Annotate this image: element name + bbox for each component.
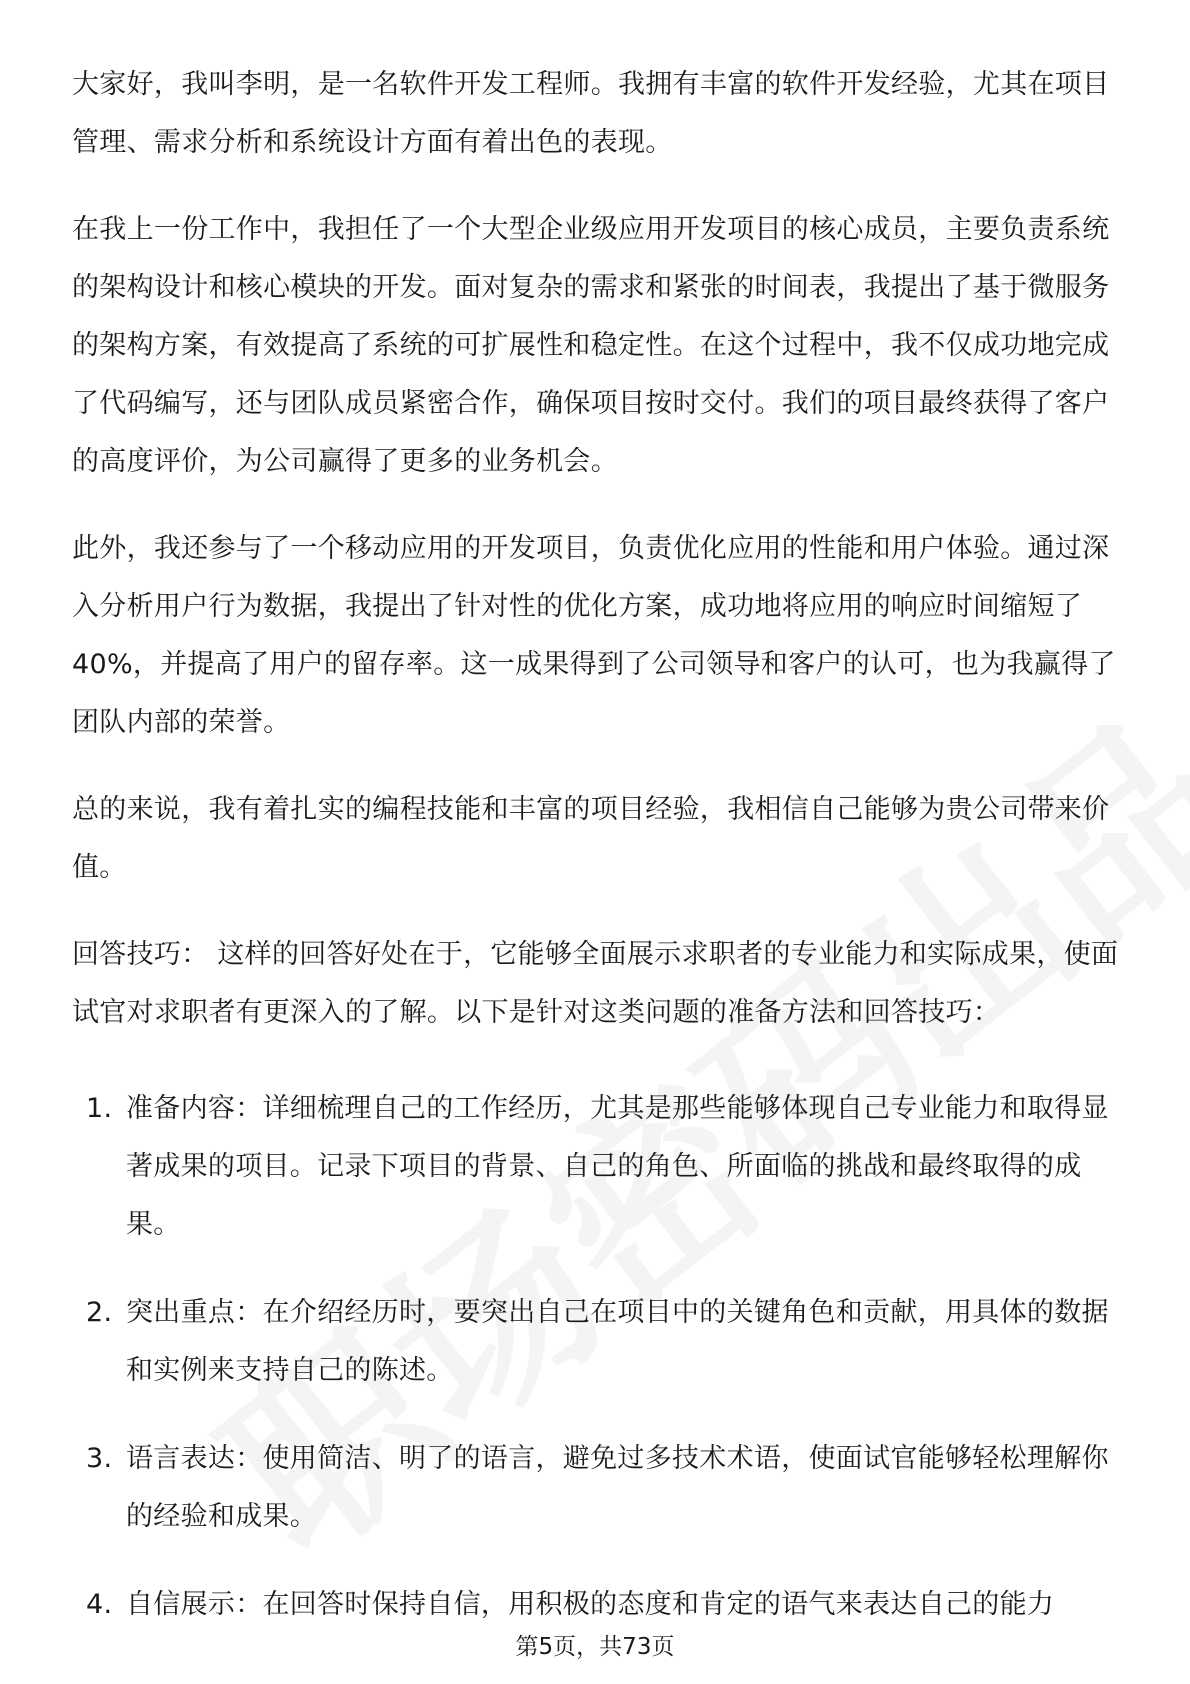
tips-list <box>72 1080 1120 1634</box>
paragraph-tip-intro: 回答技巧： 这样的回答好处在于，它能够全面展示求职者的专业能力和实际成果，使面试官对求职者有更深入的了解。以下是针对这类问题的准备方法和回答技巧： <box>72 939 1119 1028</box>
list-number: 3. <box>86 1443 113 1474</box>
page-number-footer: 第5页，共73页 <box>515 1634 675 1660</box>
list-item-text: 自信展示：在回答时保持自信，用积极的态度和肯定的语气来表达自己的能力 <box>126 1589 1055 1620</box>
paragraph-mobile-project: 此外，我还参与了一个移动应用的开发项目，负责优化应用的性能和用户体验。通过深入分析用户行为数据，我提出了针对性的优化方案，成功地将应用的响应时间缩短了40%，并提高了用户的留存率。这一成果得到了公司领导和客户的认可，也为我赢得了团队内部的荣誉。 <box>72 533 1116 738</box>
list-item-text: 准备内容：详细梳理自己的工作经历，尤其是那些能够体现自己专业能力和取得显著成果的项目。记录下项目的背景、自己的角色、所面临的挑战和最终取得的成果。 <box>126 1093 1109 1240</box>
list-number: 4. <box>86 1589 113 1620</box>
list-item-text: 语言表达：使用简洁、明了的语言，避免过多技术术语，使面试官能够轻松理解你的经验和成果。 <box>126 1443 1109 1532</box>
paragraph-summary: 总的来说，我有着扎实的编程技能和丰富的项目经验，我相信自己能够为贵公司带来价值。 <box>72 794 1110 883</box>
paragraph-intro: 大家好，我叫李明，是一名软件开发工程师。我拥有丰富的软件开发经验，尤其在项目管理、需求分析和系统设计方面有着出色的表现。 <box>72 69 1110 158</box>
list-item <box>72 1576 1120 1634</box>
list-item <box>72 1430 1120 1546</box>
list-item-text: 突出重点：在介绍经历时，要突出自己在项目中的关键角色和贡献，用具体的数据和实例来支持自己的陈述。 <box>126 1297 1109 1386</box>
paragraph-previous-job: 在我上一份工作中，我担任了一个大型企业级应用开发项目的核心成员，主要负责系统的架构设计和核心模块的开发。面对复杂的需求和紧张的时间表，我提出了基于微服务的架构方案，有效提高了系统的可扩展性和稳定性。在这个过程中，我不仅成功地完成了代码编写，还与团队成员紧密合作，确保项目按时交付。我们的项目最终获得了客户的高度评价，为公司赢得了更多的业务机会。 <box>72 214 1110 477</box>
list-number: 2. <box>86 1297 113 1328</box>
document-body <box>72 56 1120 1664</box>
list-number: 1. <box>86 1093 113 1124</box>
list-item <box>72 1080 1120 1254</box>
list-item <box>72 1284 1120 1400</box>
